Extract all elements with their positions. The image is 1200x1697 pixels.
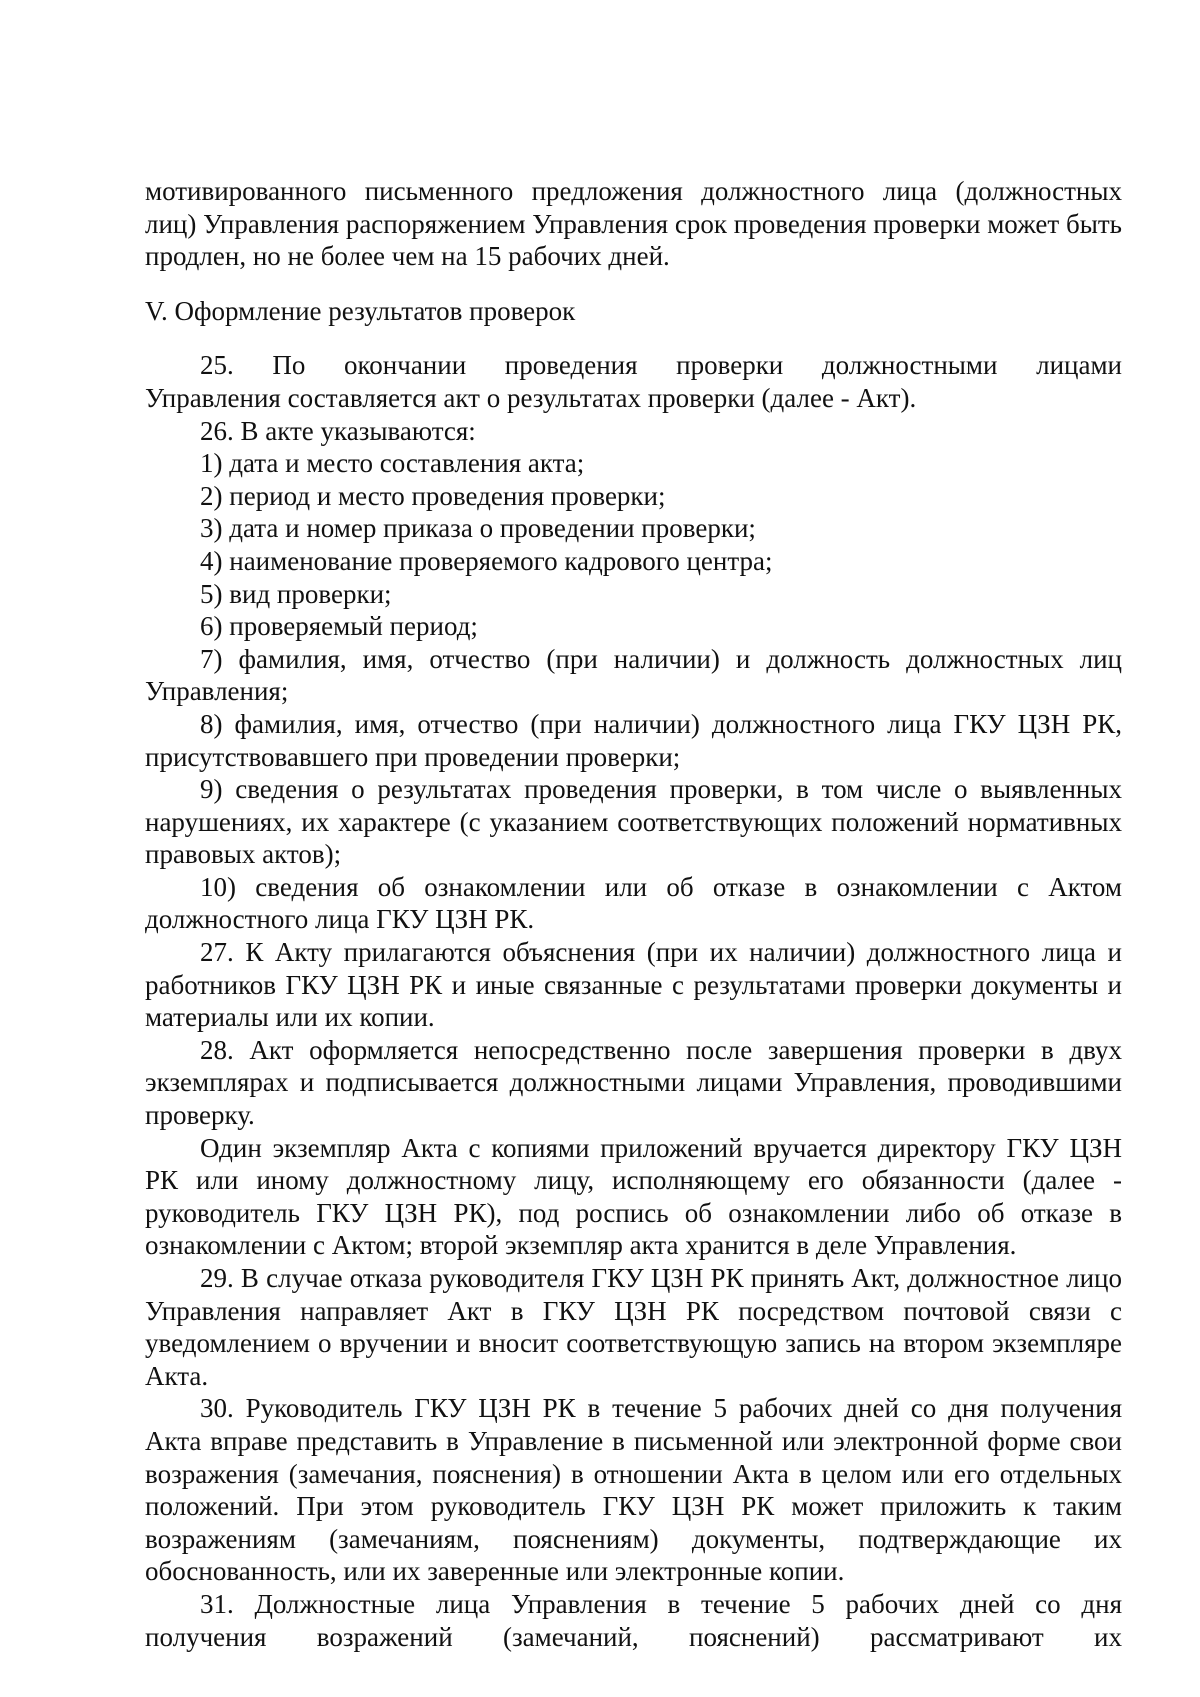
- paragraph-26: 26. В акте указываются:: [200, 415, 476, 446]
- list-item: 3) дата и номер приказа о проведении проверки;: [200, 513, 756, 544]
- list-item: 9) сведения о результатах проведения проверки, в том числе о выявленных нарушениях, их характере (с указанием соответствующих положений нормативных правовых актов);: [145, 774, 1122, 870]
- list-item: 8) фамилия, имя, отчество (при наличии) должностного лица ГКУ ЦЗН РК, присутствовавшего при проведении проверки;: [145, 708, 1122, 772]
- intro-paragraph: мотивированного письменного предложения должностного лица (должностных лиц) Управления распоряжением Управления срок проведения проверки может быть продлен, но не более чем на 15 рабочих дней.: [145, 176, 1122, 272]
- list-item: 5) вид проверки;: [200, 578, 392, 609]
- paragraph-25-line-1: 25. По окончании проведения проверки должностными лицами: [200, 350, 1122, 381]
- section-title: V. Оформление результатов проверок: [145, 295, 576, 326]
- paragraph-31-line-2: получения возражений (замечаний, пояснений) рассматривают их: [145, 1621, 1122, 1652]
- paragraph-28: 28. Акт оформляется непосредственно после завершения проверки в двух экземплярах и подписывается должностными лицами Управления, проводившими проверку.: [145, 1034, 1122, 1131]
- list-item: 7) фамилия, имя, отчество (при наличии) и должность должностных лиц Управления;: [145, 643, 1122, 707]
- list-item: 1) дата и место составления акта;: [200, 448, 585, 479]
- paragraph-27: 27. К Акту прилагаются объяснения (при их наличии) должностного лица и работников ГКУ ЦЗН РК и иные связанные с результатами проверки документы и материалы или их копии.: [145, 937, 1122, 1033]
- paragraph-30: 30. Руководитель ГКУ ЦЗН РК в течение 5 рабочих дней со дня получения Акта вправе представить в Управление в письменной или электронной форме свои возражения (замечания, пояснения) в отношении Акта в целом или его отдельных положений. При этом руководитель ГКУ ЦЗН РК может приложить к таким возражениям (замечаниям, пояснениям) документы, подтверждающие их обоснованность, или их заверенные или электронные копии.: [145, 1393, 1122, 1587]
- paragraph-28-continued: Один экземпляр Акта с копиями приложений вручается директору ГКУ ЦЗН РК или иному должностному лицу, исполняющему его обязанности (далее - руководитель ГКУ ЦЗН РК), под роспись об ознакомлении либо об отказе в ознакомлении с Актом; второй экземпляр акта хранится в деле Управления.: [145, 1132, 1122, 1261]
- list-item: 10) сведения об ознакомлении или об отказе в ознакомлении с Актом должностного лица ГКУ ЦЗН РК.: [145, 871, 1122, 935]
- paragraph-29: 29. В случае отказа руководителя ГКУ ЦЗН РК принять Акт, должностное лицо Управления направляет Акт в ГКУ ЦЗН РК посредством почтовой связи с уведомлением о вручении и вносит соответствующую запись на втором экземпляре Акта.: [145, 1263, 1122, 1391]
- list-item: 2) период и место проведения проверки;: [200, 480, 666, 511]
- document-page: [145, 175, 1122, 1653]
- list-item: 4) наименование проверяемого кадрового центра;: [200, 545, 773, 576]
- paragraph-25-line-2: Управления составляется акт о результатах проверки (далее - Акт).: [145, 382, 917, 413]
- list-item: 6) проверяемый период;: [200, 611, 478, 642]
- paragraph-31-line-1: 31. Должностные лица Управления в течение 5 рабочих дней со дня: [200, 1588, 1122, 1619]
